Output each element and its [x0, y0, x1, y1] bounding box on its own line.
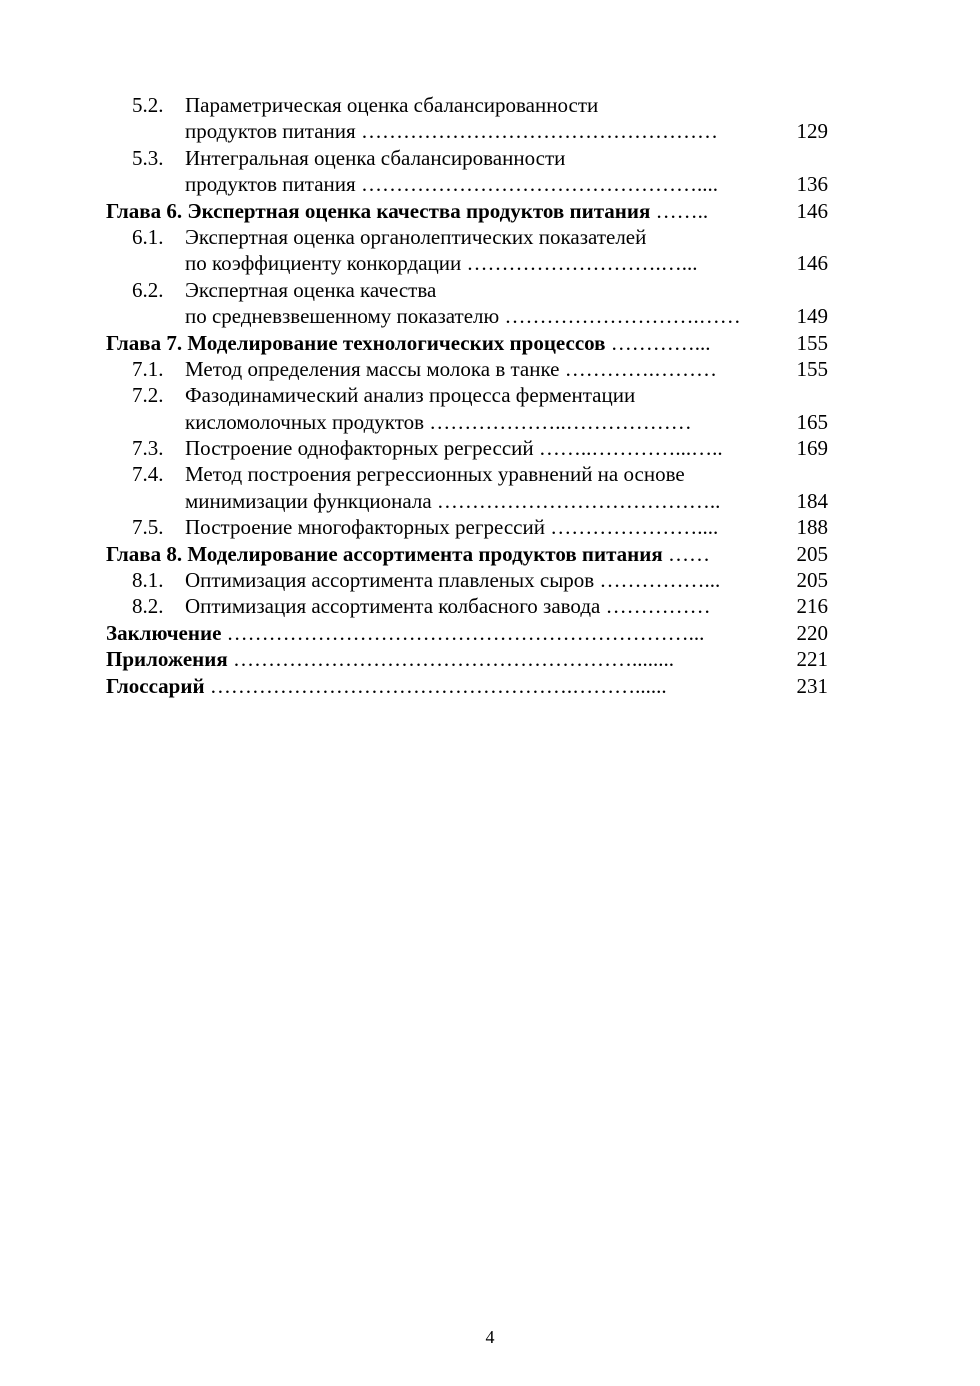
section-title: Метод построения регрессионных уравнений на основе: [185, 462, 685, 487]
dot-leader: ……………………………………………: [360, 119, 718, 144]
toc-entry-row: [0, 488, 980, 514]
section-number: 6.2.: [132, 277, 164, 302]
page-ref: 129: [796, 119, 828, 144]
page-ref: 169: [796, 436, 828, 461]
page-ref: 205: [796, 568, 828, 593]
toc-entry-row: [0, 145, 980, 171]
section-title: минимизации функционала: [185, 488, 432, 513]
dot-leader: …………………....: [550, 515, 719, 540]
page-ref: 220: [796, 620, 828, 645]
section-number: 5.2.: [132, 93, 164, 117]
dot-leader: …………………………………………………………...: [226, 620, 705, 645]
page-ref: 146: [796, 251, 828, 276]
section-number: 7.2.: [132, 383, 164, 408]
chapter-title: Приложения: [106, 647, 228, 672]
section-title: продуктов питания: [185, 172, 356, 197]
section-number: 7.1.: [132, 356, 164, 381]
page-ref: 155: [796, 356, 828, 381]
dot-leader: ……………...: [599, 568, 721, 593]
dot-leader: ……………………….…...: [466, 251, 698, 276]
page-ref: 205: [796, 541, 828, 566]
chapter-title: Заключение: [106, 620, 222, 645]
page-ref: 149: [796, 304, 828, 329]
dot-leader: ……………………….……: [504, 304, 741, 329]
section-title: Оптимизация ассортимента колбасного завода: [185, 594, 601, 619]
chapter-title: Глава 7. Моделирование технологических процессов: [106, 330, 606, 355]
section-title: Фазодинамический анализ процесса ферментации: [185, 383, 636, 408]
section-title: Экспертная оценка качества: [185, 277, 437, 302]
section-title: Построение многофакторных регрессий: [185, 515, 545, 540]
toc-entry-row: [0, 514, 980, 540]
toc-chapter-row: [0, 673, 980, 699]
toc-chapter-row: [0, 330, 980, 356]
toc-chapter-row: [0, 198, 980, 224]
toc-chapter-row: [0, 646, 980, 672]
dot-leader: …………………………………..: [436, 488, 721, 513]
section-title: по коэффициенту конкордации: [185, 251, 462, 276]
toc-entry-row: [0, 92, 980, 118]
page-ref: 155: [796, 330, 828, 355]
chapter-title: Глава 6. Экспертная оценка качества продуктов питания: [106, 198, 651, 223]
toc-entry-row: [0, 593, 980, 619]
toc-entry-row: [0, 224, 980, 250]
dot-leader: …………...: [610, 330, 711, 355]
section-title: Параметрическая оценка сбалансированности: [185, 93, 599, 117]
dot-leader: …………………………………………….………......: [209, 673, 667, 698]
toc-entry-row: [0, 461, 980, 487]
toc-entry-row: [0, 435, 980, 461]
dot-leader: ……..: [655, 198, 709, 223]
toc-entry-row: [0, 171, 980, 197]
dot-leader: ……………: [605, 594, 711, 619]
section-number: 6.1.: [132, 224, 164, 249]
toc-entry-row: [0, 277, 980, 303]
section-number: 8.1.: [132, 568, 164, 593]
toc-entry-row: [0, 409, 980, 435]
toc-chapter-row: [0, 541, 980, 567]
section-number: 8.2.: [132, 594, 164, 619]
dot-leader: ……..…………...…..: [538, 436, 723, 461]
page-ref: 184: [796, 488, 828, 513]
page-ref: 231: [796, 673, 828, 698]
dot-leader: ……: [668, 541, 710, 566]
page-ref: 216: [796, 594, 828, 619]
page-ref: 221: [796, 647, 828, 672]
chapter-title: Глава 8. Моделирование ассортимента продуктов питания: [106, 541, 663, 566]
dot-leader: …………………………………………....: [360, 172, 718, 197]
page-ref: 136: [796, 172, 828, 197]
section-number: 7.4.: [132, 462, 164, 487]
section-number: 5.3.: [132, 145, 164, 170]
section-title: Построение однофакторных регрессий: [185, 436, 534, 461]
section-title: кисломолочных продуктов: [185, 409, 425, 434]
section-title: Метод определения массы молока в танке: [185, 356, 560, 381]
toc-entry-row: [0, 303, 980, 329]
toc-chapter-row: [0, 620, 980, 646]
toc-entry-row: [0, 567, 980, 593]
page-ref: 146: [796, 198, 828, 223]
toc-entry-row: [0, 382, 980, 408]
table-of-contents: [0, 92, 980, 699]
section-title: Оптимизация ассортимента плавленых сыров: [185, 568, 595, 593]
section-title: Экспертная оценка органолептических показателей: [185, 224, 647, 249]
page-number: 4: [485, 1327, 495, 1347]
section-title: по средневзвешенному показателю: [185, 304, 500, 329]
dot-leader: …………………………………………………........: [232, 647, 674, 672]
toc-entry-row: [0, 118, 980, 144]
chapter-title: Глоссарий: [106, 673, 205, 698]
section-title: продуктов питания: [185, 119, 356, 144]
dot-leader: ………………..………………: [429, 409, 692, 434]
toc-entry-row: [0, 250, 980, 276]
section-number: 7.3.: [132, 436, 164, 461]
toc-entry-row: [0, 356, 980, 382]
section-title: Интегральная оценка сбалансированности: [185, 145, 566, 170]
page-ref: 188: [796, 515, 828, 540]
dot-leader: ………….………: [564, 356, 717, 381]
section-number: 7.5.: [132, 515, 164, 540]
page-ref: 165: [796, 409, 828, 434]
